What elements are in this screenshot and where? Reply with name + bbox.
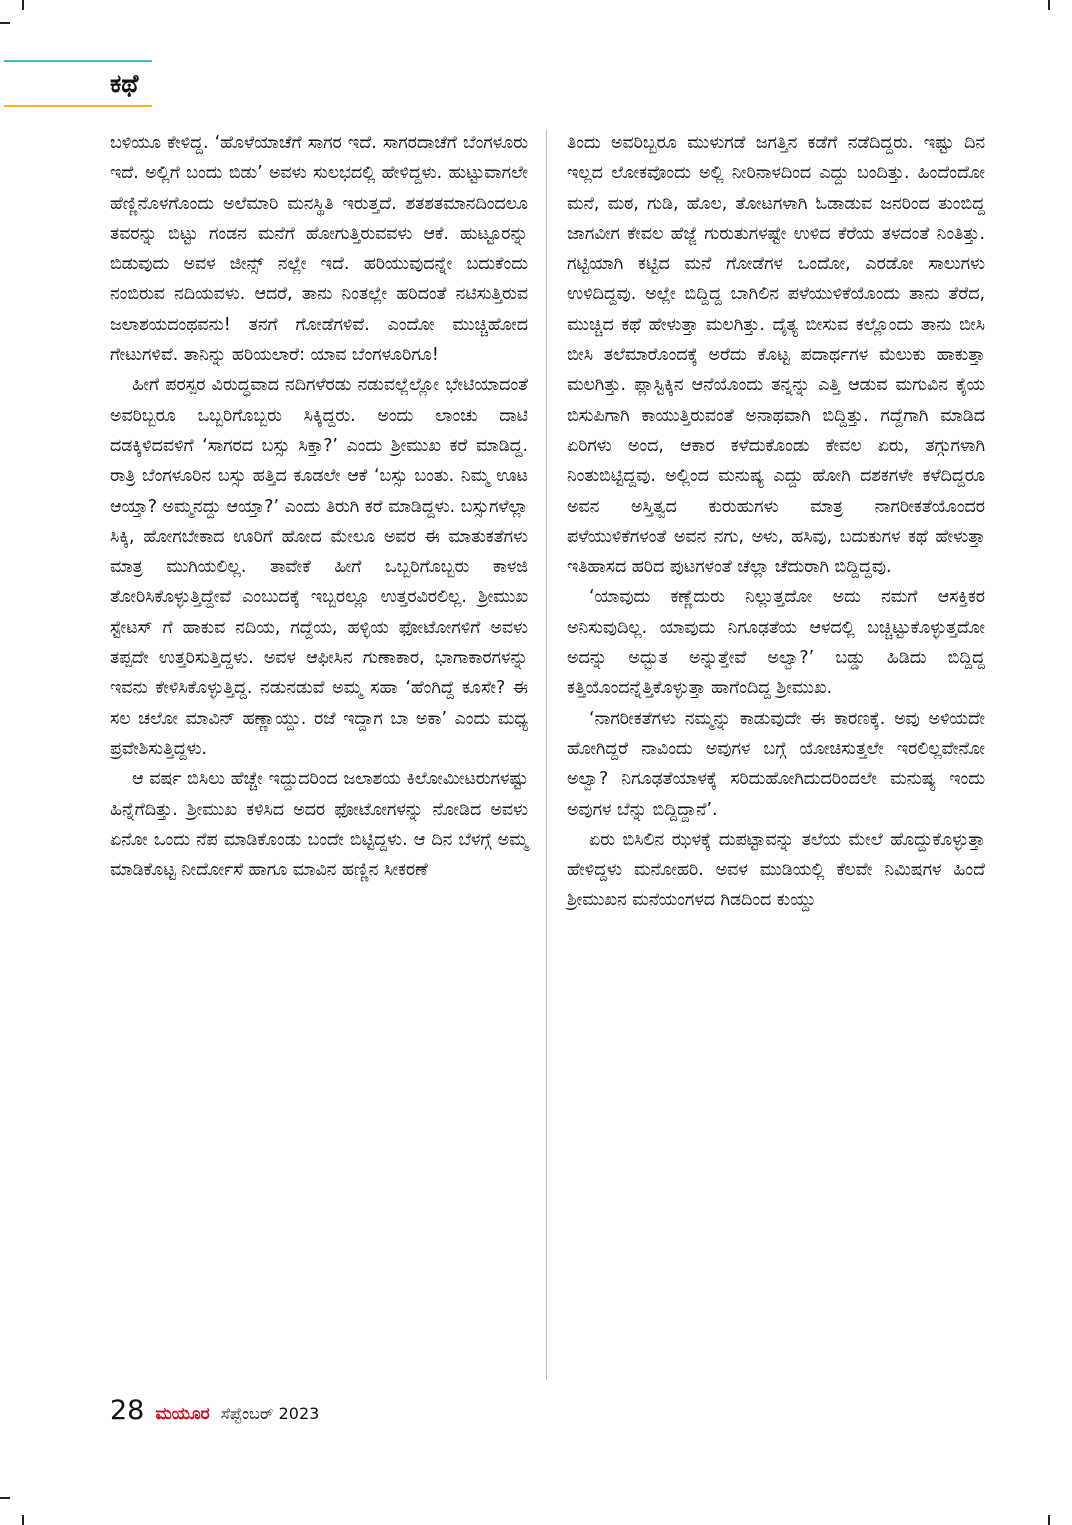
crop-mark <box>1048 0 1050 10</box>
paragraph: ‘ನಾಗರೀಕತೆಗಳು ನಮ್ಮನ್ನು ಕಾಡುವುದೇ ಈ ಕಾರಣಕ್ಕೆ. ಅವು ಅಳಿಯದೇ ಹೋಗಿದ್ದರೆ ನಾವಿಂದು ಅವುಗಳ ಬಗ್ಗೆ ಯೋಚಿಸುತ್ತಲೇ ಇರಲಿಲ್ಲವೇನೋ ಅಲ್ವಾ? ನಿಗೂಢತೆಯಾಳಕ್ಕೆ ಸರಿದುಹೋಗಿದುದರಿಂದಲೇ ಮನುಷ್ಯ ಇಂದು ಅವುಗಳ ಬೆನ್ನು ಬಿದ್ದಿದ್ದಾನೆ’. <box>567 708 985 820</box>
paragraph: ಬಳಿಯೂ ಕೇಳಿದ್ದ. ‘ಹೊಳೆಯಾಚೆಗೆ ಸಾಗರ ಇದೆ. ಸಾಗರದಾಚೆಗೆ ಬೆಂಗಳೂರು ಇದೆ. ಅಲ್ಲಿಗೆ ಬಂದು ಬಿಡು’ ಅವಳು ಸುಲಭದಲ್ಲಿ ಹೇಳಿದ್ದಳು. ಹುಟ್ಟುವಾಗಲೇ ಹೆಣ್ಣಿನೊಳಗೊಂದು ಅಲೆಮಾರಿ ಮನಸ್ಥಿತಿ ಇರುತ್ತದೆ. ಶತಶತಮಾನದಿಂದಲೂ ತವರನ್ನು ಬಿಟ್ಟು ಗಂಡನ ಮನೆಗೆ ಹೋಗುತ್ತಿರುವವಳು ಆಕೆ. ಹುಟ್ಟೂರನ್ನು ಬಿಡುವುದು ಅವಳ ಜೀನ್ಸ್ ನಲ್ಲೇ ಇದೆ. ಹರಿಯುವುದನ್ನೇ ಬದುಕೆಂದು ನಂಬಿರುವ ನದಿಯವಳು. ಆದರೆ, ತಾನು ನಿಂತಲ್ಲೇ ಹರಿದಂತೆ ನಟಿಸುತ್ತಿರುವ ಜಲಾಶಯದಂಥವನು! ತನಗೆ ಗೋಡೆಗಳಿವೆ. ಎಂದೋ ಮುಚ್ಚಿಹೋದ ಗೇಟುಗಳಿವೆ. ತಾನಿನ್ನು ಹರಿಯಲಾರೆ: ಯಾವ ಬೆಂಗಳೂರಿಗೂ! <box>110 133 528 366</box>
issue-date: ಸೆಪ್ಟೆಂಬರ್ 2023 <box>220 1404 320 1423</box>
section-rule-top <box>4 60 152 62</box>
paragraph: ತಿಂದು ಅವರಿಬ್ಬರೂ ಮುಳುಗಡೆ ಜಗತ್ತಿನ ಕಡೆಗೆ ನಡೆದಿದ್ದರು. ಇಷ್ಟು ದಿನ ಇಲ್ಲದ ಲೋಕವೊಂದು ಅಲ್ಲಿ ನೀರಿನಾಳದಿಂದ ಎದ್ದು ಬಂದಿತ್ತು. ಹಿಂದೆಂದೋ ಮನೆ, ಮಠ, ಗುಡಿ, ಹೊಲ, ತೋಟಗಳಾಗಿ ಓಡಾಡುವ ಜನರಿಂದ ತುಂಬಿದ್ದ ಜಾಗವೀಗ ಕೇವಲ ಹೆಜ್ಜೆ ಗುರುತುಗಳಷ್ಟೇ ಉಳಿದ ಕೆರೆಯ ತಳದಂತೆ ನಿಂತಿತ್ತು. ಗಟ್ಟಿಯಾಗಿ ಕಟ್ಟಿದ ಮನೆ ಗೋಡೆಗಳ ಒಂದೋ, ಎರಡೋ ಸಾಲುಗಳು ಉಳಿದಿದ್ದವು. ಅಲ್ಲೇ ಬಿದ್ದಿದ್ದ ಬಾಗಿಲಿನ ಪಳೆಯುಳಿಕೆಯೊಂದು ತಾನು ತೆರೆದ, ಮುಚ್ಚಿದ ಕಥೆ ಹೇಳುತ್ತಾ ಮಲಗಿತ್ತು. ದೈತ್ಯ ಬೀಸುವ ಕಲ್ಲೊಂದು ತಾನು ಬೀಸಿ ಬೀಸಿ ತಲೆಮಾರೊಂದಕ್ಕೆ ಅರೆದು ಕೊಟ್ಟ ಪದಾರ್ಥಗಳ ಮೆಲುಕು ಹಾಕುತ್ತಾ ಮಲಗಿತ್ತು. ಪ್ಲಾಸ್ಟಿಕ್ಕಿನ ಆನೆಯೊಂದು ತನ್ನನ್ನು ಎತ್ತಿ ಆಡುವ ಮಗುವಿನ ಕೈಯ ಬಿಸುಪಿಗಾಗಿ ಕಾಯುತ್ತಿರುವಂತೆ ಅನಾಥವಾಗಿ ಬಿದ್ದಿತ್ತು. ಗದ್ದೆಗಾಗಿ ಮಾಡಿದ ಏರಿಗಳು ಅಂದ, ಆಕಾರ ಕಳೆದುಕೊಂಡು ಕೇವಲ ಏರು, ತಗ್ಗುಗಳಾಗಿ ನಿಂತುಬಿಟ್ಟಿದ್ದವು. ಅಲ್ಲಿಂದ ಮನುಷ್ಯ ಎದ್ದು ಹೋಗಿ ದಶಕಗಳೇ ಕಳೆದಿದ್ದರೂ ಅವನ ಅಸ್ತಿತ್ವದ ಕುರುಹುಗಳು ಮಾತ್ರ ನಾಗರೀಕತೆಯೊಂದರ ಪಳೆಯುಳಿಕೆಗಳಂತೆ ಅವನ ನಗು, ಅಳು, ಹಸಿವು, ಬದುಕುಗಳ ಕಥೆ ಹೇಳುತ್ತಾ ಇತಿಹಾಸದ ಹರಿದ ಪುಟಗಳಂತೆ ಚೆಲ್ಲಾ ಚೆದುರಾಗಿ ಬಿದ್ದಿದ್ದವು. <box>567 133 985 578</box>
crop-mark <box>22 0 24 10</box>
crop-mark <box>0 22 10 24</box>
magazine-name: ಮಯೂರ <box>155 1404 210 1424</box>
column-divider <box>546 130 547 1380</box>
left-column <box>110 128 528 885</box>
page-number: 28 <box>110 1395 145 1426</box>
crop-mark <box>0 1497 10 1499</box>
crop-mark <box>1048 1515 1050 1525</box>
section-title: ಕಥೆ <box>110 69 139 98</box>
paragraph: ಆ ವರ್ಷ ಬಿಸಿಲು ಹೆಚ್ಚೇ ಇದ್ದುದರಿಂದ ಜಲಾಶಯ ಕಿಲೋಮೀಟರುಗಳಷ್ಟು ಹಿನ್ನೆಗೆದಿತ್ತು. ಶ್ರೀಮುಖ ಕಳಿಸಿದ ಅದರ ಫೋಟೋಗಳನ್ನು ನೋಡಿದ ಅವಳು ಏನೋ ಒಂದು ನೆಪ ಮಾಡಿಕೊಂಡು ಬಂದೇ ಬಿಟ್ಟಿದ್ದಳು. ಆ ದಿನ ಬೆಳಗ್ಗೆ ಅಮ್ಮ ಮಾಡಿಕೊಟ್ಟ ನೀರ್ದೋಸೆ ಹಾಗೂ ಮಾವಿನ ಹಣ್ಣಿನ ಸೀಕರಣೆ <box>110 769 528 881</box>
paragraph: ‘ಯಾವುದು ಕಣ್ಣೆದುರು ನಿಲ್ಲುತ್ತದೋ ಅದು ನಮಗೆ ಆಸಕ್ತಿಕರ ಅನಿಸುವುದಿಲ್ಲ. ಯಾವುದು ನಿಗೂಢತೆಯ ಆಳದಲ್ಲಿ ಬಚ್ಚಿಟ್ಟುಕೊಳ್ಳುತ್ತದೋ ಅದನ್ನು ಅದ್ಭುತ ಅನ್ನುತ್ತೇವೆ ಅಲ್ವಾ?’ ಬಡ್ಡು ಹಿಡಿದು ಬಿದ್ದಿದ್ದ ಕತ್ತಿಯೊಂದನ್ನೆತ್ತಿಕೊಳ್ಳುತ್ತಾ ಹಾಗೆಂದಿದ್ದ ಶ್ರೀಮುಖ. <box>567 587 985 699</box>
paragraph: ಹೀಗೆ ಪರಸ್ಪರ ವಿರುದ್ಧವಾದ ನದಿಗಳೆರಡು ನಡುವಲ್ಲೆಲ್ಲೋ ಭೇಟಿಯಾದಂತೆ ಅವರಿಬ್ಬರೂ ಒಬ್ಬರಿಗೊಬ್ಬರು ಸಿಕ್ಕಿದ್ದರು. ಅಂದು ಲಾಂಚು ದಾಟಿ ದಡಕ್ಕಿಳಿದವಳಿಗೆ ‘ಸಾಗರದ ಬಸ್ಸು ಸಿಕ್ತಾ?’ ಎಂದು ಶ್ರೀಮುಖ ಕರೆ ಮಾಡಿದ್ದ. ರಾತ್ರಿ ಬೆಂಗಳೂರಿನ ಬಸ್ಸು ಹತ್ತಿದ ಕೂಡಲೇ ಆಕೆ ‘ಬಸ್ಸು ಬಂತು. ನಿಮ್ಮ ಊಟ ಆಯ್ತಾ? ಅಮ್ಮನದ್ದು ಆಯ್ತಾ?’ ಎಂದು ತಿರುಗಿ ಕರೆ ಮಾಡಿದ್ದಳು. ಬಸ್ಸುಗಳೆಲ್ಲಾ ಸಿಕ್ಕಿ, ಹೋಗಬೇಕಾದ ಊರಿಗೆ ಹೋದ ಮೇಲೂ ಅವರ ಈ ಮಾತುಕತೆಗಳು ಮಾತ್ರ ಮುಗಿಯಲಿಲ್ಲ. ತಾವೇಕೆ ಹೀಗೆ ಒಬ್ಬರಿಗೊಬ್ಬರು ಕಾಳಜಿ ತೋರಿಸಿಕೊಳ್ಳುತ್ತಿದ್ದೇವೆ ಎಂಬುದಕ್ಕೆ ಇಬ್ಬರಲ್ಲೂ ಉತ್ತರವಿರಲಿಲ್ಲ. ಶ್ರೀಮುಖ ಸ್ಟೇಟಸ್ ಗೆ ಹಾಕುವ ನದಿಯ, ಗದ್ದೆಯ, ಹಳ್ಳಿಯ ಫೋಟೋಗಳಿಗೆ ಅವಳು ತಪ್ಪದೇ ಉತ್ತರಿಸುತ್ತಿದ್ದಳು. ಅವಳ ಆಫೀಸಿನ ಗುಣಾಕಾರ, ಭಾಗಾಕಾರಗಳನ್ನು ಇವನು ಕೇಳಿಸಿಕೊಳ್ಳುತ್ತಿದ್ದ. ನಡುನಡುವೆ ಅಮ್ಮ ಸಹಾ ‘ಹೆಂಗಿದ್ದೆ ಕೂಸೇ? ಈ ಸಲ ಚಲೋ ಮಾವಿನ್ ಹಣ್ಣಾಯ್ದು. ರಜೆ ಇದ್ದಾಗ ಬಾ ಅಕಾ’ ಎಂದು ಮಧ್ಯ ಪ್ರವೇಶಿಸುತ್ತಿದ್ದಳು. <box>110 375 528 759</box>
crop-mark <box>22 1515 24 1525</box>
section-rule-bottom <box>4 105 152 107</box>
right-column <box>567 128 985 916</box>
paragraph: ಏರು ಬಿಸಿಲಿನ ಝಳಕ್ಕೆ ದುಪಟ್ಟಾವನ್ನು ತಲೆಯ ಮೇಲೆ ಹೊದ್ದುಕೊಳ್ಳುತ್ತಾ ಹೇಳಿದ್ದಳು ಮನೋಹರಿ. ಅವಳ ಮುಡಿಯಲ್ಲಿ ಕೆಲವೇ ನಿಮಿಷಗಳ ಹಿಂದೆ ಶ್ರೀಮುಖನ ಮನೆಯಂಗಳದ ಗಿಡದಿಂದ ಕುಯ್ದು <box>567 829 985 911</box>
page-footer <box>110 1394 319 1431</box>
